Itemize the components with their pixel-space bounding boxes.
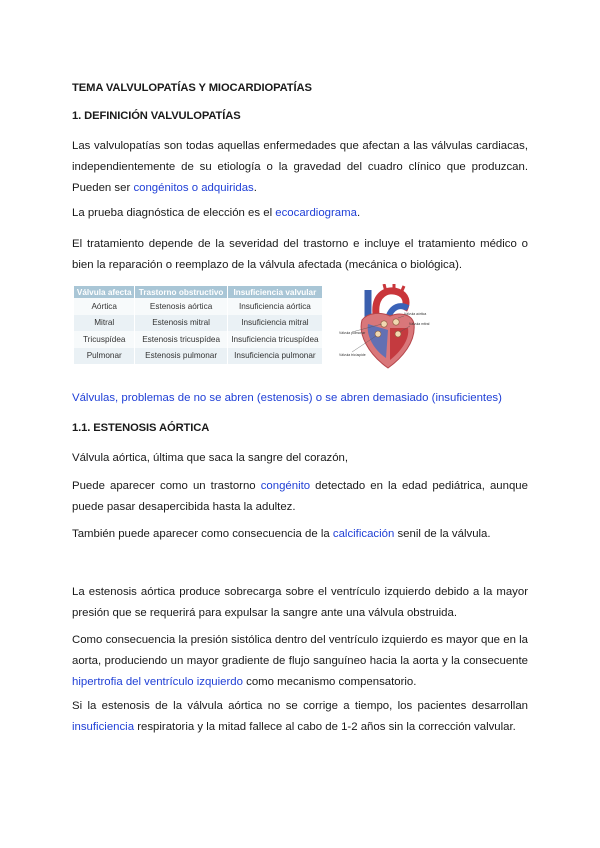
paragraph-text: Si la estenosis de la válvula aórtica no se corrige a tiempo, los pacientes desarrollan [72,700,528,712]
label-pulmonary-valve: Válvula pulmonar [339,331,366,335]
link-calcificacion[interactable]: calcificación [332,528,395,540]
table-cell: Estenosis tricuspídea [135,331,227,348]
table-cell: Aórtica [74,298,135,315]
link-ecocardiograma[interactable]: ecocardiograma [275,207,357,219]
table-cell: Insuficiencia pulmonar [227,348,322,365]
paragraph-overload: La estenosis aórtica produce sobrecarga sobre el ventrículo izquierdo debido a la mayor presión que se requerirá para expulsar la sangre ante una válvula obstruida. [72,586,528,619]
paragraph-treatment: El tratamiento depende de la severidad del trastorno e incluye el tratamiento médico o bien la reparación o reemplazo de la válvula afectada (mecánica o biológica). [72,238,528,271]
label-mitral-valve: Válvula mitral [409,322,430,326]
label-aortic-valve: Válvula aórtica [404,312,427,316]
table-cell: Mitral [74,315,135,332]
paragraph-end: respiratoria y la mitad fallece al cabo de 1-2 años sin la corrección valvular. [134,721,516,733]
paragraph-end: . [356,207,361,219]
table-cell: Pulmonar [74,348,135,365]
paragraph-calcification [72,524,528,545]
paragraph-text: También puede aparecer como consecuencia de la [72,528,333,540]
link-hipertrofia[interactable]: hipertrofia del ventrículo izquierdo [72,676,243,688]
paragraph-text: La prueba diagnóstica de elección es el [72,207,276,219]
document-title: TEMA VALVULOPATÍAS Y MIOCARDIOPATÍAS [72,82,312,94]
valve-shape [393,319,399,325]
table-row [74,348,322,365]
paragraph-end: detectado en la edad pediátrica, aunque puede pasar desapercibida hasta la adultez. [72,480,528,513]
paragraph-congenital [72,476,528,518]
paragraph-text: Las valvulopatías son todas aquellas enfermedades que afectan a las válvulas cardiacas, independientemente de su etiología o la gravedad del cuadro clínico que produzcan. Pueden ser [72,140,528,194]
table-cell: Tricuspídea [74,331,135,348]
table-cell: Insuficiencia mitral [227,315,322,332]
table-header: Insuficiencia valvular [227,286,322,298]
link-insuficiencia[interactable]: insuficiencia [72,721,135,733]
label-tricuspid-valve: Válvula tricúspide [339,353,366,357]
figure-caption[interactable]: Válvulas, problemas de no se abren (estenosis) o se abren demasiado (insuficientes) [72,392,502,404]
table-cell: Insuficiencia tricuspídea [227,331,322,348]
table-cell: Estenosis pulmonar [135,348,227,365]
section-heading-estenosis: 1.1. ESTENOSIS AÓRTICA [72,422,210,434]
paragraph-diagnosis [72,203,528,224]
paragraph-text: Puede aparecer como un trastorno [72,480,261,492]
paragraph-prognosis [72,696,528,738]
paragraph-pressure [72,630,528,693]
table-cell: Insuficiencia aórtica [227,298,322,315]
paragraph-end: como mecanismo compensatorio. [242,676,417,688]
table-row [74,298,322,315]
section-heading-definition: 1. DEFINICIÓN VALVULOPATÍAS [72,110,241,122]
link-congenitos[interactable]: congénitos o adquiridas [133,182,254,194]
table-header-row [74,286,322,298]
table-row [74,331,322,348]
table-cell: Estenosis aórtica [135,298,227,315]
table-header: Válvula afecta [74,286,135,298]
table-cell: Estenosis mitral [135,315,227,332]
table-header: Trastorno obstructivo [135,286,227,298]
paragraph-text: Como consecuencia la presión sistólica dentro del ventrículo izquierdo es mayor que en la aorta, produciendo un mayor gradiente de flujo sanguíneo hacia la aorta y la consecuente [72,634,528,667]
paragraph-aortic-valve: Válvula aórtica, última que saca la sangre del corazón, [72,452,349,464]
table-row [74,315,322,332]
link-congenito[interactable]: congénito [260,480,311,492]
heart-diagram [338,284,436,372]
paragraph-end: senil de la válvula. [394,528,491,540]
valve-table [74,286,322,364]
paragraph-end: . [253,182,257,194]
paragraph-definition [72,136,528,199]
